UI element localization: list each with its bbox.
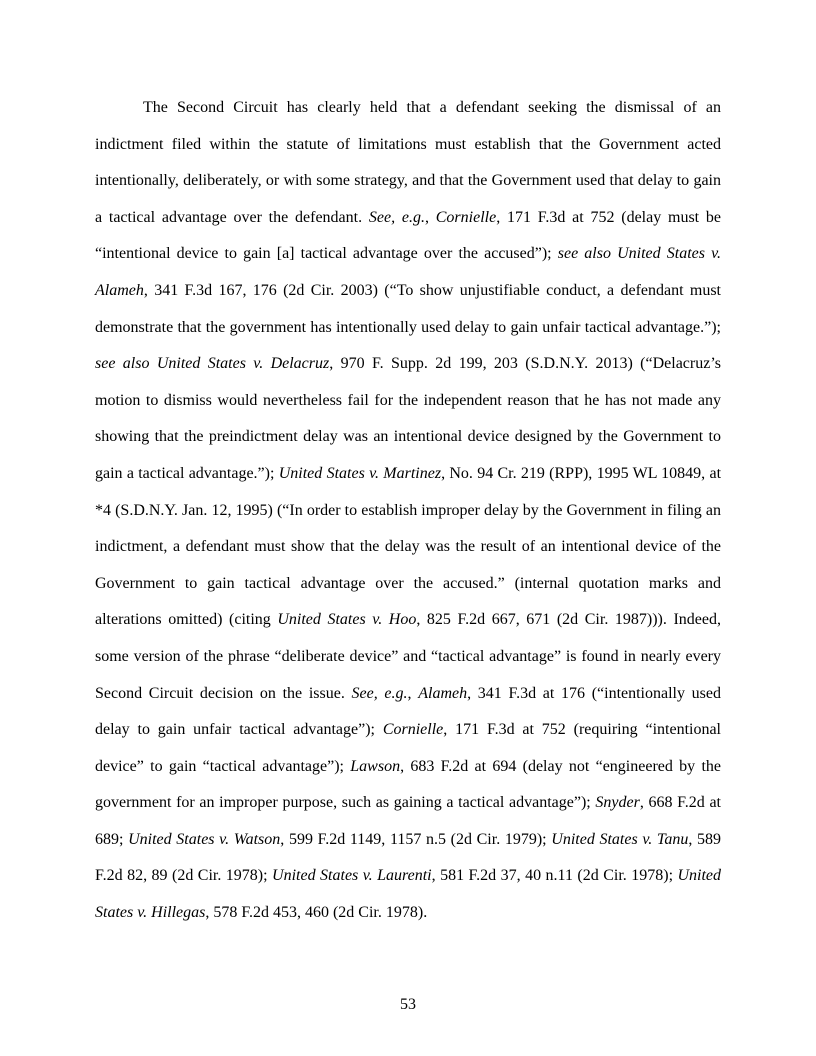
case-citation-italic: United States v. Laurenti [272,867,432,885]
body-text-run: , 825 F.2d 667, 671 (2d Cir. 1987))). Indeed, some version of the phrase “deliberate device” and “tactical advantage” is found in nearly every Second Circuit decision on the issue. [95,611,722,702]
case-citation-italic: See, e.g. [368,208,425,226]
body-text-run: , 581 F.2d 37, 40 n.11 (2d Cir. 1978); [431,867,678,885]
body-text-run: , [424,208,436,226]
case-citation-italic: United States v. Hillegas [95,867,722,922]
body-text-run: , 578 F.2d 453, 460 (2d Cir. 1978). [205,904,428,922]
body-text-run: , 171 F.3d at 752 (delay must be “intentional device to gain [a] tactical advantage over the accused”); [95,208,722,263]
document-body [95,90,721,932]
case-citation-italic: Cornielle [382,721,444,739]
case-citation-italic: United States v. Watson [128,830,281,848]
case-citation-italic: Alameh [418,684,468,702]
body-text-run: The Second Circuit has clearly held that a defendant seeking the dismissal of an indictment filed within the statute of limitations must establish that the Government acted intentionally, deliberately, or with some strategy, and that the Government used that delay to gain a tactical advantage over the defendant. [95,99,721,226]
case-citation-italic: Snyder [595,794,640,812]
body-text-run: , 341 F.3d at 176 (“intentionally used delay to gain unfair tactical advantage”); [95,684,722,739]
body-text-run: , 589 F.2d 82, 89 (2d Cir. 1978); [95,830,722,885]
legal-argument-paragraph [95,90,721,932]
body-text-run: , 341 F.3d 167, 176 (2d Cir. 2003) (“To show unjustifiable conduct, a defendant must demonstrate that the government has intentionally used delay to gain unfair tactical advantage.”); [95,281,721,336]
case-citation-italic: see also United States v. Alameh [95,245,722,299]
body-text-run: , 683 F.2d at 694 (delay not “engineered by the government for an improper purpose, such as gaining a tactical advantage”); [95,757,721,812]
case-citation-italic: United States v. Tanu [551,830,689,848]
case-citation-italic: United States v. Martinez [278,464,442,482]
case-citation-italic: Cornielle [435,208,497,226]
body-text-run: , 668 F.2d at 689; [95,794,721,848]
page-number: 53 [400,996,416,1013]
case-citation-italic: Lawson [350,757,401,775]
body-text-run: , 171 F.3d at 752 (requiring “intentional device” to gain “tactical advantage”); [95,721,721,775]
body-text-run: , [407,684,419,702]
body-text-run: , 970 F. Supp. 2d 199, 203 (S.D.N.Y. 2013) (“Delacruz’s motion to dismiss would nevertheless fail for the independent reason that he has not made any showing that the preindictment delay was an intentional device designed by the Government to gain a tactical advantage.”); [95,355,722,482]
body-text-run: , No. 94 Cr. 219 (RPP), 1995 WL 10849, at *4 (S.D.N.Y. Jan. 12, 1995) (“In order to establish improper delay by the Government in filing an indictment, a defendant must show that the delay was the result of an intentional device of the Government to gain tactical advantage over the accused.” (internal quotation marks and alterations omitted) (citing [95,464,722,629]
case-citation-italic: United States v. Hoo [277,611,417,629]
case-citation-italic: see also United States v. Delacruz [95,355,330,373]
case-citation-italic: See, e.g. [351,684,408,702]
body-text-run: , 599 F.2d 1149, 1157 n.5 (2d Cir. 1979); [280,830,552,848]
